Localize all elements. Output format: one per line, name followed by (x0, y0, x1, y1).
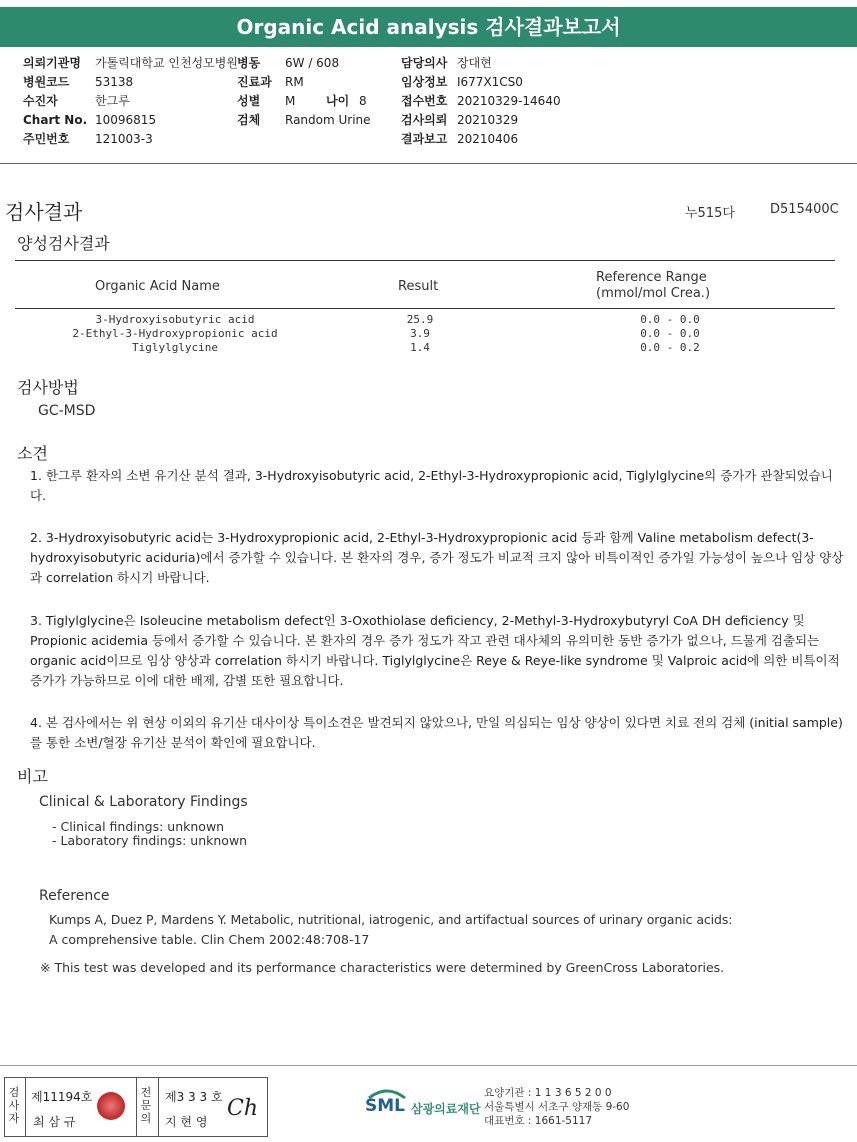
info-value: I677X1CS0 (457, 75, 523, 89)
row-name: 2-Ethyl-3-Hydroxypropionic acid (72, 327, 278, 340)
info-value: 가톨릭대학교 인천성모병원 (95, 56, 238, 70)
reviewer-divider (158, 1078, 159, 1136)
method-value: GC-MSD (38, 403, 96, 419)
row-range: 0.0 - 0.2 (640, 341, 700, 354)
info-value: 20210329-14640 (457, 94, 561, 108)
info-label: Chart No. (23, 113, 88, 127)
info-label: 임상정보 (401, 75, 448, 89)
info-label: 주민번호 (23, 132, 70, 146)
table-body (15, 313, 835, 355)
patient-info-col1 (23, 54, 87, 149)
info-value: 10096815 (95, 113, 157, 127)
table-row (15, 327, 835, 341)
report-title: Organic Acid analysis 검사결과보고서 (0, 7, 857, 47)
inspector-no: 제11194호 (31, 1090, 93, 1104)
info-label: 결과보고 (401, 132, 448, 146)
reference-line-2: A comprehensive table. Clin Chem 2002:48:708-17 (49, 932, 370, 947)
info-value: 20210406 (457, 132, 519, 146)
info-value: RM (285, 75, 304, 89)
patient-info-col3 (401, 54, 447, 149)
row-name: Tiglylglycine (131, 341, 219, 354)
institution-code: 요양기관 : 1 1 3 6 5 2 0 0 (484, 1087, 612, 1099)
info-value: M (285, 94, 296, 108)
header-reference-range (596, 270, 710, 302)
row-range: 0.0 - 0.0 (640, 327, 700, 340)
org-phone: 대표번호 : 1661-5117 (484, 1115, 593, 1127)
reviewer-name: 지 현 영 (165, 1115, 208, 1129)
reference-heading: Reference (39, 888, 110, 904)
positive-results-heading: 양성검사결과 (17, 234, 110, 253)
header-reference-line2: (mmol/mol Crea.) (596, 286, 711, 301)
row-result: 1.4 (410, 341, 430, 354)
info-label: 검체 (237, 113, 261, 127)
info-value: 53138 (95, 75, 134, 89)
opinion-paragraph-4: 4. 본 검사에서는 위 현상 이외의 유기산 대사이상 특이소견은 발견되지 않았으나, 만일 의심되는 임상 양상이 있다면 치료 전의 검체 (initial sample)를 통한 소변/혈장 유기산 분석이 확인에 필요합니다. (30, 715, 843, 750)
info-label: 접수번호 (401, 94, 448, 108)
developer-note: ※ This test was developed and its performance characteristics were determined by GreenCross Laboratories. (40, 960, 725, 975)
reviewer-left-divider (136, 1078, 137, 1136)
org-name: 삼광의료재단 (411, 1102, 481, 1116)
org-contact (484, 1086, 629, 1128)
results-code1: 누515다 (685, 206, 735, 221)
patient-info (0, 52, 857, 157)
opinion-paragraph-3: 3. Tiglylglycine은 Isoleucine metabolism defect인 3-Oxothiolase deficiency, 2-Methyl-3-Hydroxybutyryl CoA DH deficiency 및 Propionic acidemia 등에서 증가할 수 있습니다. 본 환자의 경우 증가 정도가 작고 관련 대사체의 유의미한 동반 증가가 없으나, 드물게 검출되는 organic acid이므로 임상 양상과 correlation 하시기 바랍니다. Tiglylglycine은 Reye & Reye-like syndrome 및 Valproic acid에 의한 비특이적 증가가 가능하므로 이에 대한 배제, 감별 또한 필요합니다. (30, 613, 840, 688)
info-label: 의뢰기관명 (23, 56, 81, 70)
clinical-findings-heading: Clinical & Laboratory Findings (39, 794, 248, 810)
age-field (326, 92, 367, 111)
table-header-rule (15, 308, 835, 309)
inspector-seal-icon (97, 1092, 125, 1120)
opinion-heading: 소견 (17, 444, 48, 463)
inspector-label: 검사자 (8, 1086, 20, 1125)
row-name: 3-Hydroxyisobutyric acid (95, 313, 255, 326)
reviewer-signature: Ch (227, 1096, 259, 1121)
info-bottom-divider (0, 163, 857, 164)
info-label: 병동 (237, 56, 261, 70)
table-row (15, 313, 835, 327)
signature-box (4, 1077, 268, 1137)
info-label: 수진자 (23, 94, 58, 108)
row-range: 0.0 - 0.0 (640, 313, 700, 326)
patient-info-col3-values (457, 54, 561, 149)
info-value: 6W / 608 (285, 56, 340, 70)
org-address: 서울특별시 서초구 양재동 9-60 (484, 1101, 630, 1113)
patient-info-col1-values (95, 54, 238, 149)
info-value: 한그루 (95, 94, 130, 108)
opinion-paragraph-1: 1. 한그루 환자의 소변 유기산 분석 결과, 3-Hydroxyisobutyric acid, 2-Ethyl-3-Hydroxypropionic acid, Tiglylglycine의 증가가 관찰되었습니다. (30, 468, 833, 503)
info-label: 병원코드 (23, 75, 70, 89)
sml-logo (365, 1086, 409, 1122)
info-value: 20210329 (457, 113, 519, 127)
opinion-paragraph-2: 2. 3-Hydroxyisobutyric acid는 3-Hydroxypropionic acid, 2-Ethyl-3-Hydroxypropionic acid 등과 함께 Valine metabolism defect(3-hydroxyisobutyric aciduria)에서 증가할 수 있습니다. 본 환자의 경우, 증가 정도가 비교적 크지 않아 비특이적인 증가일 가능성이 높으나 임상 양상과 correlation 하시기 바랍니다. (30, 530, 844, 585)
age-label: 나이 (326, 94, 350, 108)
header-organic-acid-name: Organic Acid Name (95, 279, 220, 294)
method-heading: 검사방법 (17, 378, 79, 397)
inspector-name: 최 삼 규 (33, 1115, 76, 1129)
info-label: 검사의뢰 (401, 113, 448, 127)
age-value: 8 (359, 94, 367, 108)
footer-top-divider (0, 1065, 857, 1066)
clinical-findings-line: - Clinical findings: unknown (52, 819, 225, 834)
reviewer-label: 전문의 (140, 1086, 152, 1125)
header-result: Result (398, 279, 439, 294)
info-label: 담당의사 (401, 56, 448, 70)
results-code2: D515400C (770, 202, 839, 217)
header-reference-line1: Reference Range (596, 270, 707, 285)
reference-line-1: Kumps A, Duez P, Mardens Y. Metabolic, nutritional, iatrogenic, and artifactual sources of urinary organic acids: (49, 912, 733, 927)
info-value: Random Urine (285, 113, 371, 127)
info-value: 장대현 (457, 56, 492, 70)
inspector-divider (25, 1078, 26, 1136)
info-value: 121003-3 (95, 132, 153, 146)
row-result: 3.9 (410, 327, 430, 340)
patient-info-col2 (237, 54, 272, 130)
sml-logo-text: SML (365, 1096, 405, 1116)
laboratory-findings-line: - Laboratory findings: unknown (52, 833, 248, 848)
table-row (15, 341, 835, 355)
results-heading: 검사결과 (5, 200, 83, 224)
info-label: 진료과 (237, 75, 272, 89)
table-top-rule (15, 260, 835, 261)
info-label: 성별 (237, 94, 261, 108)
remarks-heading: 비고 (17, 767, 48, 786)
row-result: 25.9 (406, 313, 434, 326)
reviewer-no: 제3 3 3 호 (165, 1090, 223, 1104)
